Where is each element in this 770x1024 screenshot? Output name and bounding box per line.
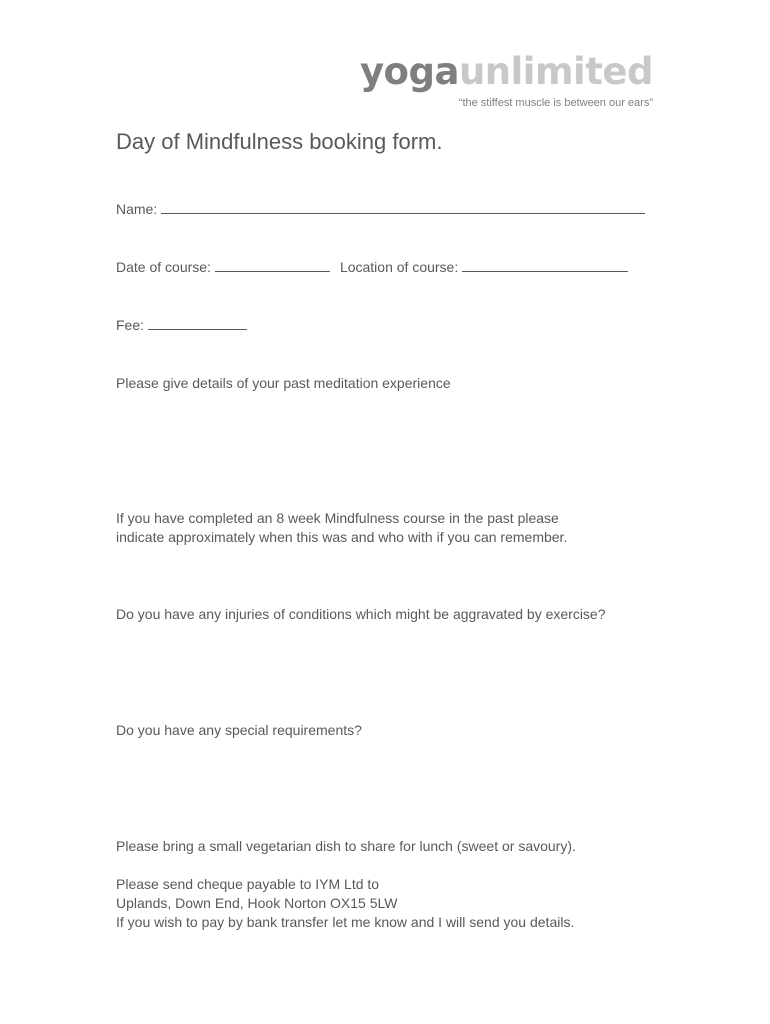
tagline: “the stiffest muscle is between our ears” [458,97,653,109]
logo-unlimited: unlimited [458,50,653,93]
logo [360,50,653,94]
date-label: Date of course: [116,259,211,275]
page-title: Day of Mindfulness booking form. [116,129,443,154]
name-label: Name: [116,201,158,217]
payment-line2: Uplands, Down End, Hook Norton OX15 5LW [116,895,398,911]
logo-yoga: yoga [359,50,459,93]
course-row [116,259,628,275]
lunch-note: Please bring a small vegetarian dish to share for lunch (sweet or savoury). [116,838,576,854]
payment-line1: Please send cheque payable to IYM Ltd to [116,876,380,892]
payment-line3: If you wish to pay by bank transfer let me know and I will send you details. [116,914,575,930]
course-prompt-line1: If you have completed an 8 week Mindfulness course in the past please [116,510,559,526]
fee-field[interactable] [148,317,247,330]
meditation-prompt: Please give details of your past meditation experience [116,375,451,391]
requirements-prompt: Do you have any special requirements? [116,722,362,738]
location-field[interactable] [462,259,628,272]
location-label: Location of course: [339,259,459,275]
name-field[interactable] [161,201,645,214]
injuries-prompt: Do you have any injuries of conditions which might be aggravated by exercise? [116,606,606,622]
course-prompt-line2: indicate approximately when this was and who with if you can remember. [116,529,568,545]
fee-row [116,317,247,333]
date-field[interactable] [215,259,330,272]
name-row [116,201,645,217]
fee-label: Fee: [116,317,145,333]
